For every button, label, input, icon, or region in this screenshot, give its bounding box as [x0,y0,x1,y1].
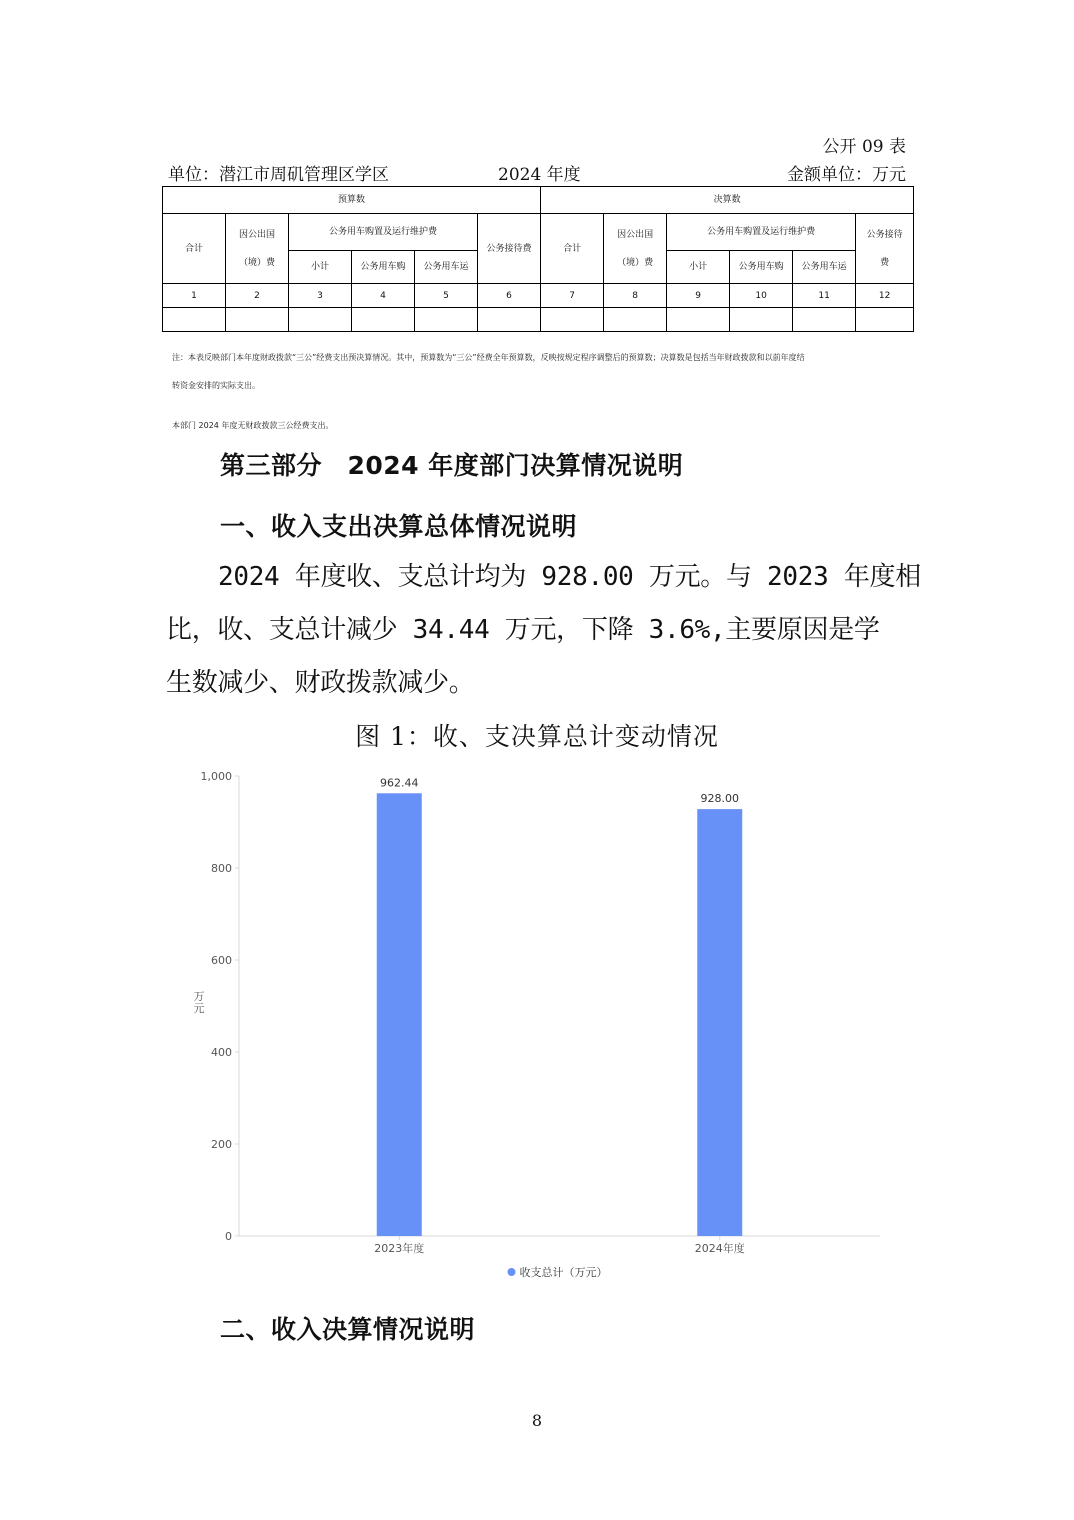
amount-unit-label: 金额单位：万元 [787,165,906,185]
y-axis-label: 万元 [193,990,205,1015]
budget-header: 预算数 [163,187,541,214]
column-number-row [163,284,914,308]
col-number: 4 [352,284,415,308]
final-operation-header: 公务用车运 [793,251,856,284]
paragraph-line: 比，收、支总计减少 34.44 万元，下降 3.6%,主要原因是学 [166,615,880,645]
income-expense-bar-chart [180,760,900,1290]
year-label: 2024 年度 [498,165,581,185]
y-tick-label: 200 [211,1138,232,1151]
final-abroad-header [604,214,667,284]
bar-value-label: 962.44 [380,776,419,790]
budget-abroad-header [226,214,289,284]
no-expense-note: 本部门 2024 年度无财政拨款三公经费支出。 [172,421,334,430]
form-number: 公开 09 表 [822,137,906,157]
col-number: 7 [541,284,604,308]
final-reception-line2: 费 [880,257,890,268]
final-vehicle-header: 公务用车购置及运行维护费 [667,214,856,251]
col-number: 2 [226,284,289,308]
paragraph-line: 生数减少、财政拨款减少。 [166,668,475,698]
empty-data-row [163,308,914,332]
figure-caption: 图 1：收、支决算总计变动情况 [355,722,719,751]
budget-total-header: 合计 [163,214,226,284]
final-subtotal-header: 小计 [667,251,730,284]
legend-label: 收支总计（万元） [519,1266,608,1279]
bar-value-label: 928.00 [700,792,739,806]
three-public-expenses-table [162,186,914,332]
col-number: 6 [478,284,541,308]
table-note-line1: 注：本表反映部门本年度财政拨款“三公”经费支出预决算情况。其中，预算数为“三公”经费全年预算数，反映按规定程序调整后的预算数；决算数是包括当年财政拨款和以前年度结 [172,353,805,362]
col-number: 11 [793,284,856,308]
y-tick-label: 1,000 [200,770,232,783]
budget-reception-header: 公务接待费 [478,214,541,284]
section-three-title: 第三部分 2024 年度部门决算情况说明 [220,451,684,480]
col-number: 10 [730,284,793,308]
final-total-header: 合计 [541,214,604,284]
budget-purchase-header: 公务用车购 [352,251,415,284]
paragraph-line: 2024 年度收、支总计均为 928.00 万元。与 2023 年度相 [218,562,921,592]
budget-operation-header: 公务用车运 [415,251,478,284]
table-note-line2: 转资金安排的实际支出。 [172,381,260,390]
y-tick-label: 800 [211,862,232,875]
final-abroad-line2: （境）费 [617,257,654,268]
final-reception-header [856,214,914,284]
final-abroad-line1: 因公出国 [617,229,654,240]
col-number: 12 [856,284,914,308]
final-reception-line1: 公务接待 [866,229,903,240]
col-number: 9 [667,284,730,308]
budget-vehicle-header: 公务用车购置及运行维护费 [289,214,478,251]
legend-marker [508,1268,516,1276]
budget-abroad-line2: （境）费 [238,257,275,268]
y-tick-label: 0 [225,1230,232,1243]
x-tick-label: 2023年度 [374,1242,425,1255]
budget-abroad-line1: 因公出国 [238,229,275,240]
final-purchase-header: 公务用车购 [730,251,793,284]
col-number: 1 [163,284,226,308]
unit-label: 单位：潜江市周矶管理区学区 [168,165,389,185]
col-number: 8 [604,284,667,308]
subsection-one-title: 一、收入支出决算总体情况说明 [220,512,578,541]
bar [697,809,742,1236]
final-header: 决算数 [541,187,914,214]
page-number: 8 [531,1411,543,1430]
y-tick-label: 400 [211,1046,232,1059]
col-number: 5 [415,284,478,308]
summary-paragraph [166,551,921,710]
x-tick-label: 2024年度 [694,1242,745,1255]
bar [377,793,422,1236]
subsection-two-title: 二、收入决算情况说明 [220,1315,476,1344]
col-number: 3 [289,284,352,308]
y-tick-label: 600 [211,954,232,967]
budget-subtotal-header: 小计 [289,251,352,284]
